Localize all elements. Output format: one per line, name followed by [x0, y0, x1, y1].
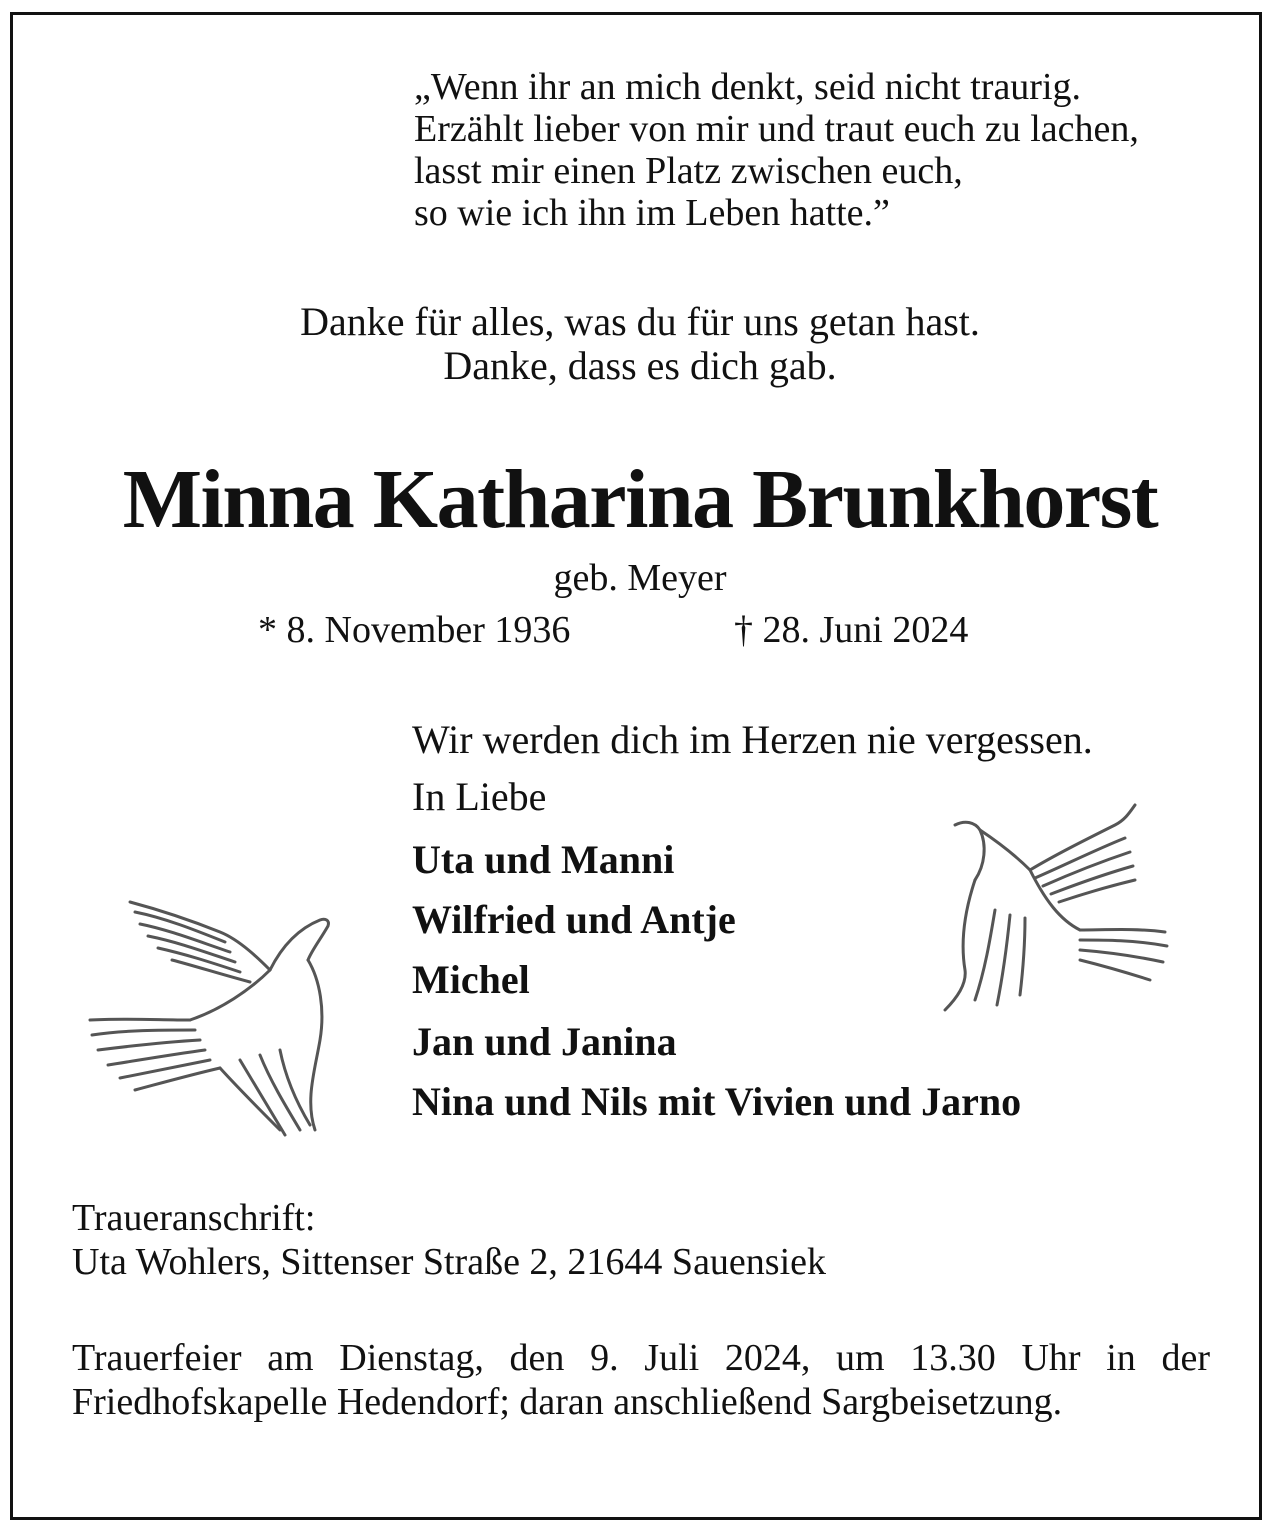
- obituary-border: [10, 12, 1262, 1520]
- right-bird-drawing: [935, 800, 1175, 1020]
- thanks-line-2: Danke, dass es dich gab.: [443, 343, 837, 388]
- service-details: Trauerfeier am Dienstag, den 9. Juli 2024, um 13.30 Uhr in der Friedhofskapelle Hedendorf; daran anschließend Sargbeisetzung.: [72, 1337, 1210, 1423]
- maiden-name: geb. Meyer: [553, 557, 727, 599]
- deceased-name: Minna Katharina Brunkhorst: [122, 453, 1158, 546]
- quote-line-2: Erzählt lieber von mir und traut euch zu lachen,: [414, 108, 1139, 150]
- thanks-line-1: Danke für alles, was du für uns getan hast.: [300, 299, 980, 344]
- address-value: Uta Wohlers, Sittenser Straße 2, 21644 Sauensiek: [72, 1241, 827, 1283]
- family-name-3: Michel: [412, 957, 530, 1002]
- death-date: † 28. Juni 2024: [734, 609, 969, 651]
- quote-line-3: lasst mir einen Platz zwischen euch,: [414, 150, 963, 192]
- quote-line-4: so wie ich ihn im Leben hatte.”: [414, 192, 890, 234]
- family-name-4: Jan und Janina: [412, 1019, 677, 1064]
- birth-date: * 8. November 1936: [258, 609, 571, 651]
- family-name-5: Nina und Nils mit Vivien und Jarno: [412, 1079, 1022, 1124]
- family-name-2: Wilfried und Antje: [412, 897, 736, 942]
- remember-line: Wir werden dich im Herzen nie vergessen.: [412, 717, 1093, 762]
- address-label: Traueranschrift:: [72, 1197, 316, 1239]
- left-bird-drawing: [80, 890, 350, 1140]
- in-love-line: In Liebe: [412, 774, 547, 819]
- quote-line-1: „Wenn ihr an mich denkt, seid nicht traurig.: [414, 66, 1082, 108]
- family-name-1: Uta und Manni: [412, 837, 675, 882]
